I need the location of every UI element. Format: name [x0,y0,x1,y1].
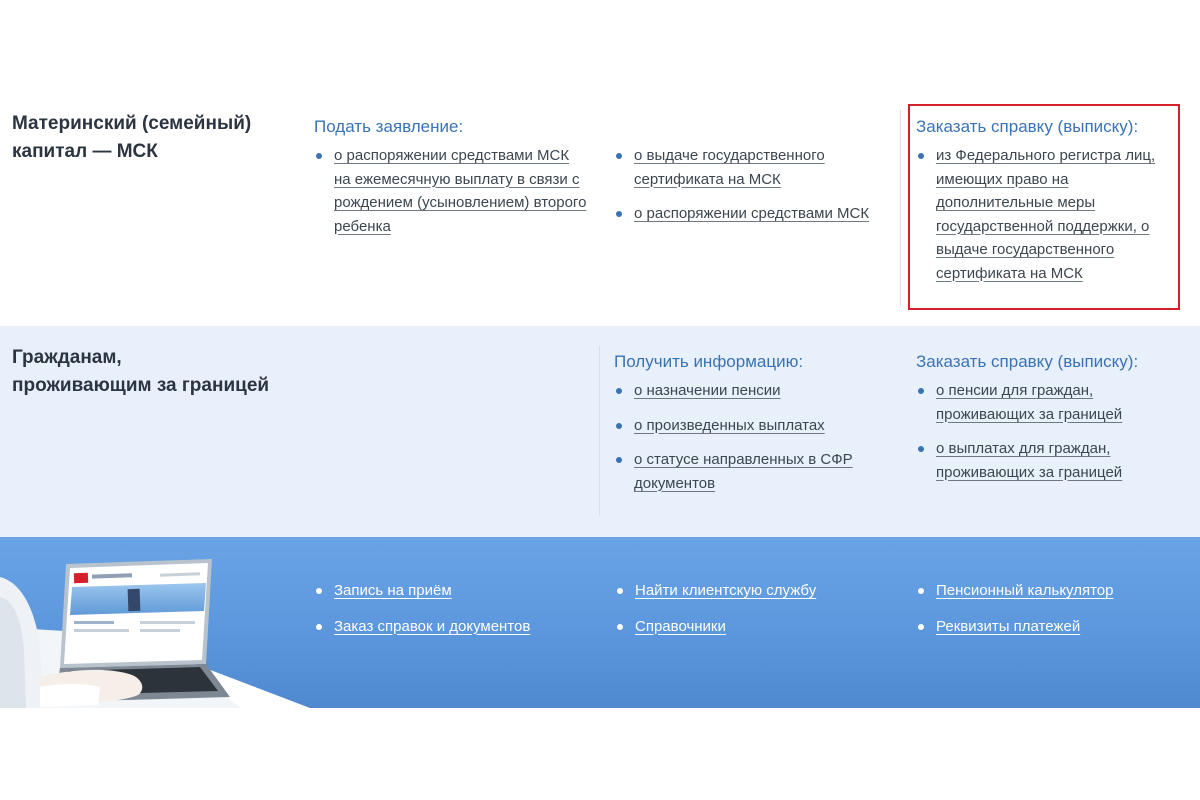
services-list-2 [615,579,905,638]
msk-title-line2: капитал — МСК [12,141,158,162]
msk-apply-list-2 [614,144,889,226]
msk-apply-list-1 [314,144,589,238]
highlight-box [908,104,1180,310]
bullet-icon [918,588,924,594]
appointment-link[interactable]: Запись на приём [334,582,452,599]
abroad-divider [599,346,600,516]
pension-calculator-link[interactable]: Пенсионный калькулятор [936,582,1114,599]
msk-title-line1: Материнский (семейный) [12,113,252,134]
msk-section [0,0,1200,326]
find-client-service-link[interactable]: Найти клиентскую службу [635,582,817,599]
reference-books-link[interactable]: Справочники [635,617,726,635]
list-item [314,579,604,603]
list-item [614,414,884,438]
bullet-icon [316,624,322,630]
bullet-icon [918,446,924,452]
services-list-3 [916,579,1186,638]
laptop-screen [60,559,212,668]
order-register-extract-link[interactable]: из Федерального регистра лиц, имеющих право на дополнительные меры государственной поддержки, о выдаче государственного сертификата на МСК [936,147,1156,282]
info-documents-status-link[interactable]: о статусе направленных в СФР документов [634,451,853,492]
msk-apply-col2 [614,144,889,237]
abroad-info-col [614,351,884,506]
list-item [916,437,1172,484]
list-item [916,615,1186,639]
list-item [614,144,889,191]
apply-msk-funds-link[interactable]: о распоряжении средствами МСК [634,205,870,222]
msk-title [12,110,292,166]
services-col3 [916,579,1186,650]
abroad-info-list [614,379,884,495]
services-col1 [314,579,604,650]
bullet-icon [616,211,622,217]
bullet-icon [316,588,322,594]
info-pension-assignment-link[interactable]: о назначении пенсии [634,382,781,399]
bullet-icon [316,153,322,159]
apply-monthly-payment-link[interactable]: о распоряжении средствами МСК на ежемесячную выплату в связи с рождением (усыновлением) второго ребенка [334,147,587,235]
bullet-icon [616,457,622,463]
services-list-1 [314,579,604,638]
msk-divider [900,110,901,306]
list-item [314,144,589,238]
services-band [0,537,1200,708]
list-item [916,579,1186,603]
msk-apply-heading: Подать заявление: [314,117,464,136]
bullet-icon [617,624,623,630]
abroad-section [0,326,1200,537]
abroad-title-line1: Гражданам, [12,347,122,368]
services-col2 [615,579,905,650]
abroad-order-col [916,351,1172,495]
abroad-title [12,344,312,400]
abroad-order-heading: Заказать справку (выписку): [916,352,1139,371]
list-item [615,579,905,603]
list-item [916,379,1172,426]
abroad-info-heading: Получить информацию: [614,352,804,371]
abroad-title-line2: проживающим за границей [12,375,270,396]
abroad-order-list [916,379,1172,484]
list-item [614,202,889,226]
order-pension-abroad-link[interactable]: о пенсии для граждан, проживающих за границей [936,382,1123,423]
info-payments-made-link[interactable]: о произведенных выплатах [634,416,825,434]
msk-apply-col1 [314,116,589,249]
laptop-illustration [0,537,310,708]
bullet-icon [918,624,924,630]
bullet-icon [616,153,622,159]
bullet-icon [616,423,622,429]
list-item [314,615,604,639]
order-payments-abroad-link[interactable]: о выплатах для граждан, проживающих за границей [936,440,1123,481]
bullet-icon [616,388,622,394]
list-item [614,379,884,403]
list-item [614,448,884,495]
bullet-icon [617,588,623,594]
apply-certificate-link[interactable]: о выдаче государственного сертификата на МСК [634,147,825,188]
bullet-icon [918,388,924,394]
msk-order-heading: Заказать справку (выписку): [916,117,1139,136]
list-item [615,615,905,639]
order-documents-link[interactable]: Заказ справок и документов [334,617,531,635]
payment-details-link[interactable]: Реквизиты платежей [936,617,1081,635]
